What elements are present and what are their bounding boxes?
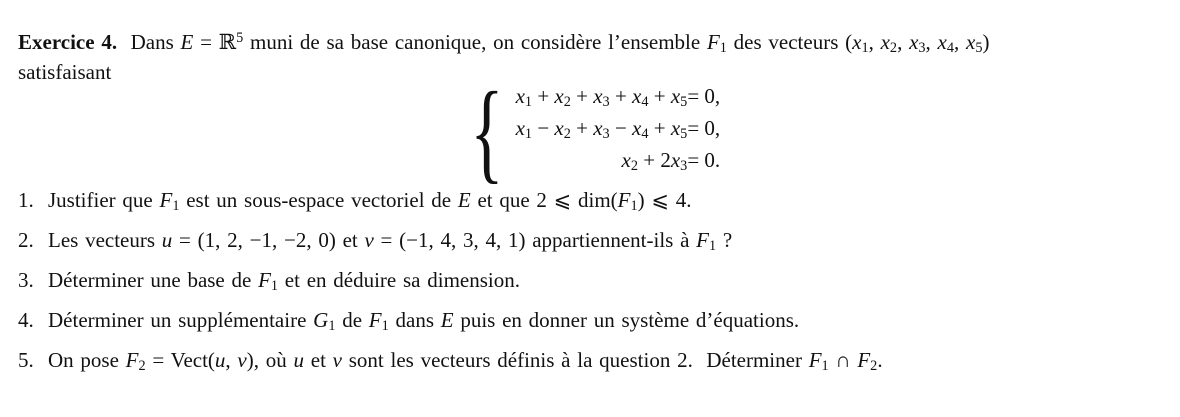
text-segment: x (632, 84, 642, 108)
text-segment: + (609, 84, 633, 108)
text-segment: x (554, 84, 564, 108)
question-item-4 (18, 308, 1164, 348)
text-segment: 1 (821, 358, 829, 375)
question-text (48, 268, 520, 293)
text-segment: 1 (381, 318, 389, 335)
text-segment: satisfaisant (18, 60, 112, 84)
text-segment: ∩ (828, 348, 858, 372)
text-segment: = 0, (687, 84, 721, 108)
text-segment: dans (388, 308, 441, 332)
text-segment: x (515, 116, 525, 140)
question-text (48, 188, 691, 213)
text-segment: Exercice 4. (18, 30, 118, 54)
text-segment: , (868, 30, 881, 54)
text-segment: x (515, 84, 525, 108)
text-segment: 3 (602, 126, 610, 143)
question-text (48, 308, 799, 333)
exercise-statement (18, 27, 1160, 87)
text-segment: = (1, 2, −1, −2, 0) et (172, 228, 365, 252)
text-segment: + (532, 84, 555, 108)
text-segment: v (237, 348, 247, 372)
text-segment: , (925, 30, 938, 54)
text-segment: F (857, 348, 871, 372)
text-segment: , (897, 30, 910, 54)
text-segment: F (696, 228, 709, 252)
question-item-3 (18, 268, 1164, 308)
text-segment: 1 (172, 198, 180, 215)
text-segment: u (293, 348, 304, 372)
text-segment: 5 (680, 94, 688, 111)
text-segment: x (554, 116, 564, 140)
text-segment: 1 (524, 94, 533, 111)
text-segment: F (125, 348, 139, 372)
text-segment: = Vect( (145, 348, 215, 372)
text-segment: − (609, 116, 633, 140)
text-segment: des vecteurs ( (726, 30, 853, 54)
question-list (18, 188, 1164, 388)
text-segment: x (909, 30, 919, 54)
text-segment: de (335, 308, 369, 332)
text-segment: ? (716, 228, 733, 252)
text-segment: E (457, 188, 471, 212)
text-segment: Déterminer une base de (48, 268, 259, 292)
text-segment: x (593, 84, 603, 108)
question-number: 4. (18, 308, 34, 332)
text-segment: x (852, 30, 862, 54)
text-segment: , (225, 348, 238, 372)
text-segment: 1 (524, 126, 533, 143)
text-segment: et que 2 ⩽ dim( (470, 188, 618, 212)
text-segment: + (570, 84, 594, 108)
text-segment: Dans (117, 30, 181, 54)
text-segment: 5 (236, 29, 244, 46)
text-segment: u (161, 228, 173, 252)
text-segment: 2 (563, 94, 571, 111)
text-segment: = 0, (687, 116, 721, 140)
equation-row (516, 148, 721, 180)
question-item-5 (18, 348, 1164, 388)
text-segment: 2 (630, 158, 638, 175)
text-segment: E (180, 30, 194, 54)
text-segment: Justifier que (48, 188, 160, 212)
equation-row (516, 116, 721, 148)
text-segment: v (332, 348, 342, 372)
text-segment: x (966, 30, 976, 54)
text-segment: + (648, 84, 671, 108)
text-segment: ) ⩽ 4. (637, 188, 692, 212)
text-segment: 3 (918, 40, 926, 57)
text-segment: muni de sa base canonique, on considère l’ensemble (243, 30, 707, 54)
text-segment: 5 (680, 126, 688, 143)
text-segment: 1 (630, 198, 638, 215)
text-segment: 2 (138, 358, 146, 375)
text-segment: F (808, 348, 822, 372)
text-segment: − (532, 116, 555, 140)
text-segment: Déterminer (692, 348, 809, 372)
text-segment: 1 (861, 40, 869, 57)
text-segment: F (368, 308, 382, 332)
text-segment: E (440, 308, 454, 332)
text-segment: 5 (975, 40, 983, 57)
text-segment: 2 (870, 358, 878, 375)
statement-line-1 (18, 27, 1160, 57)
text-segment: 4 (946, 40, 954, 57)
text-segment: sont les vecteurs définis à la question 2. (341, 348, 693, 372)
question-number: 1. (18, 188, 34, 212)
question-text (48, 348, 883, 373)
question-number: 2. (18, 228, 34, 252)
equation-rhs (687, 116, 720, 148)
text-segment: F (159, 188, 173, 212)
text-segment: 4 (641, 126, 649, 143)
text-segment: 1 (328, 318, 336, 335)
equation-lhs (516, 148, 688, 180)
question-item-2 (18, 228, 1164, 268)
text-segment: Les vecteurs (48, 228, 162, 252)
equation-lhs (516, 84, 688, 116)
text-segment: et (304, 348, 333, 372)
text-segment: est un sous-espace vectoriel de (179, 188, 458, 212)
text-segment: = (−1, 4, 3, 4, 1) appartiennent-ils à (373, 228, 697, 252)
equation-row (516, 84, 721, 116)
text-segment: x (670, 84, 681, 108)
text-segment: 1 (708, 238, 717, 255)
text-segment: F (617, 188, 631, 212)
text-segment: G (313, 308, 329, 332)
equations-table (516, 84, 721, 180)
text-segment: 4 (641, 94, 649, 111)
text-segment: Déterminer un supplémentaire (48, 308, 314, 332)
text-segment: x (621, 148, 631, 172)
text-segment: F (258, 268, 271, 292)
text-segment: et en déduire sa dimension. (278, 268, 520, 292)
text-segment: 2 (889, 40, 898, 57)
text-segment: v (364, 228, 374, 252)
text-segment: x (593, 116, 603, 140)
text-segment: x (632, 116, 642, 140)
text-segment: x (670, 148, 681, 172)
text-segment: 2 (563, 126, 571, 143)
text-segment: ), où (246, 348, 294, 372)
text-segment: 3 (602, 94, 610, 111)
text-segment: + (648, 116, 671, 140)
left-brace: { (470, 70, 504, 194)
question-text (48, 228, 732, 253)
text-segment: u (214, 348, 226, 372)
equation-rhs (687, 148, 720, 180)
text-segment: . (877, 348, 883, 372)
text-segment: + 2 (638, 148, 671, 172)
question-item-1 (18, 188, 1164, 228)
text-segment: 1 (719, 40, 727, 57)
text-segment: ) (982, 30, 990, 54)
text-segment: x (880, 30, 890, 54)
text-segment: 3 (680, 158, 688, 175)
text-segment: = 0. (687, 148, 721, 172)
text-segment: puis en donner un système d’équations. (453, 308, 800, 332)
text-segment: = ℝ (193, 30, 237, 54)
text-segment: x (670, 116, 681, 140)
text-segment: + (570, 116, 594, 140)
text-segment: On pose (48, 348, 126, 372)
text-segment: , (954, 30, 966, 54)
text-segment: F (706, 30, 720, 54)
question-number: 5. (18, 348, 34, 372)
equation-lhs (516, 116, 688, 148)
question-number: 3. (18, 268, 34, 292)
equation-rhs (687, 84, 720, 116)
text-segment: 1 (270, 278, 279, 295)
text-segment: x (937, 30, 947, 54)
